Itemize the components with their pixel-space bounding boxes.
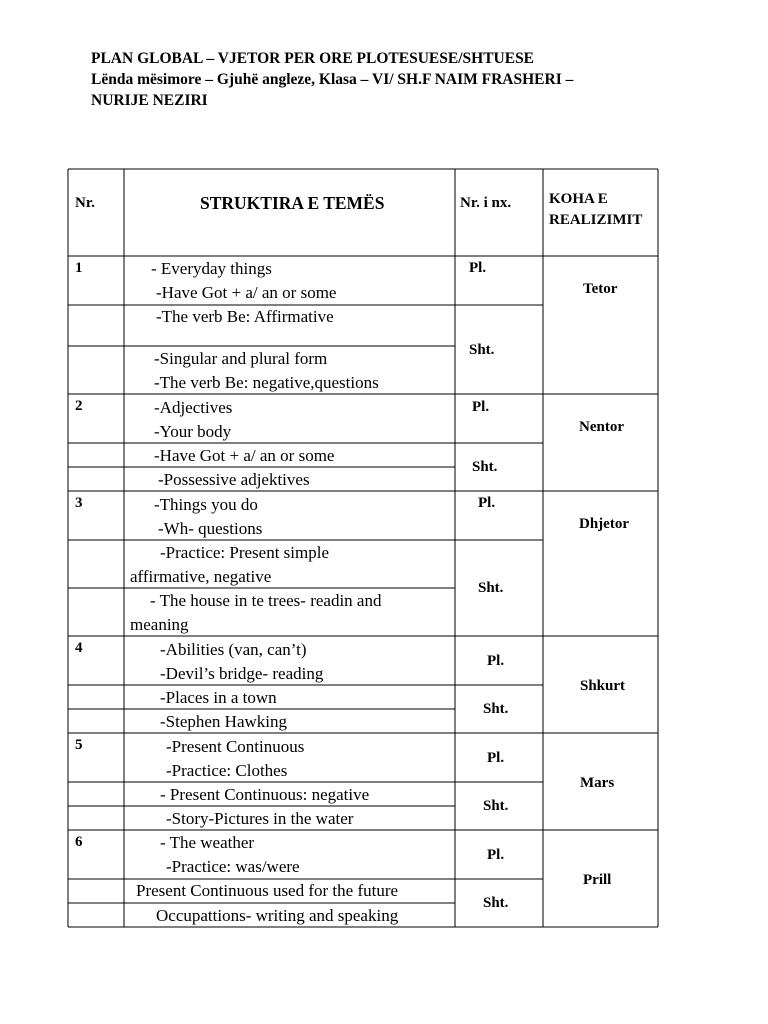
topic-line: -Present Continuous: [166, 737, 305, 756]
header-structure: STRUKTIRA E TEMËS: [200, 193, 385, 213]
month-label: Dhjetor: [579, 516, 629, 532]
header-time-line1: KOHA E: [549, 191, 608, 207]
topic-line: affirmative, negative: [130, 567, 272, 586]
topic-line: - The weather: [160, 833, 255, 852]
month-label: Shkurt: [580, 678, 626, 694]
topic-line: -Adjectives: [154, 398, 233, 417]
topic-line: -Have Got + a/ an or some: [156, 283, 337, 302]
topic-line: -The verb Be: negative,questions: [154, 373, 379, 392]
topic-line: - Present Continuous: negative: [160, 785, 370, 804]
topic-line: -Stephen Hawking: [160, 712, 288, 731]
document-subtitle-cont: NURIJE NEZIRI: [91, 92, 208, 109]
lesson-type-label: Pl.: [487, 750, 505, 766]
lesson-type-label: Sht.: [483, 798, 509, 814]
topic-line: -Story-Pictures in the water: [166, 809, 354, 828]
header-time-line2: REALIZIMIT: [549, 212, 643, 228]
unit-number: 5: [75, 737, 83, 753]
topic-line: -Wh- questions: [158, 519, 263, 538]
header-count: Nr. i nx.: [460, 195, 512, 211]
topic-line: Present Continuous used for the future: [136, 881, 399, 900]
lesson-type-label: Pl.: [487, 653, 505, 669]
lesson-type-label: Pl.: [469, 260, 487, 276]
month-label: Tetor: [583, 281, 618, 297]
topic-line: - The house in te trees- readin and: [150, 591, 382, 610]
document-title: PLAN GLOBAL – VJETOR PER ORE PLOTESUESE/SHTUESE: [91, 50, 535, 67]
document-subtitle: Lënda mësimore – Gjuhë angleze, Klasa – VI/ SH.F NAIM FRASHERI –: [91, 71, 574, 88]
topic-line: meaning: [130, 615, 189, 634]
topic-line: -Abilities (van, can’t): [160, 640, 307, 659]
month-label: Nentor: [579, 419, 624, 435]
month-label: Mars: [580, 775, 615, 791]
topic-line: -Practice: Clothes: [166, 761, 288, 780]
topic-line: -Have Got + a/ an or some: [154, 446, 335, 465]
topic-line: -Places in a town: [160, 688, 277, 707]
unit-number: 4: [75, 640, 83, 656]
topic-line: -Devil’s bridge- reading: [160, 664, 324, 683]
month-label: Prill: [583, 872, 612, 888]
topic-line: -Your body: [154, 422, 232, 441]
lesson-type-label: Pl.: [487, 847, 505, 863]
unit-number: 1: [75, 260, 83, 276]
lesson-type-label: Sht.: [469, 342, 495, 358]
lesson-type-label: Sht.: [483, 701, 509, 717]
lesson-type-label: Pl.: [472, 399, 490, 415]
header-nr: Nr.: [75, 195, 95, 211]
unit-number: 6: [75, 834, 83, 850]
unit-number: 3: [75, 495, 83, 511]
topic-line: -Things you do: [154, 495, 258, 514]
topic-line: -Possessive adjektives: [158, 470, 310, 489]
topic-line: - Everyday things: [151, 259, 272, 278]
lesson-type-label: Sht.: [472, 459, 498, 475]
unit-number: 2: [75, 398, 83, 414]
topic-line: -Singular and plural form: [154, 349, 328, 368]
topic-line: -Practice: Present simple: [160, 543, 330, 562]
lesson-type-label: Sht.: [483, 895, 509, 911]
topic-line: Occupattions- writing and speaking: [156, 906, 399, 925]
topic-line: -Practice: was/were: [166, 857, 300, 876]
topic-line: -The verb Be: Affirmative: [156, 307, 334, 326]
lesson-type-label: Sht.: [478, 580, 504, 596]
lesson-type-label: Pl.: [478, 495, 496, 511]
